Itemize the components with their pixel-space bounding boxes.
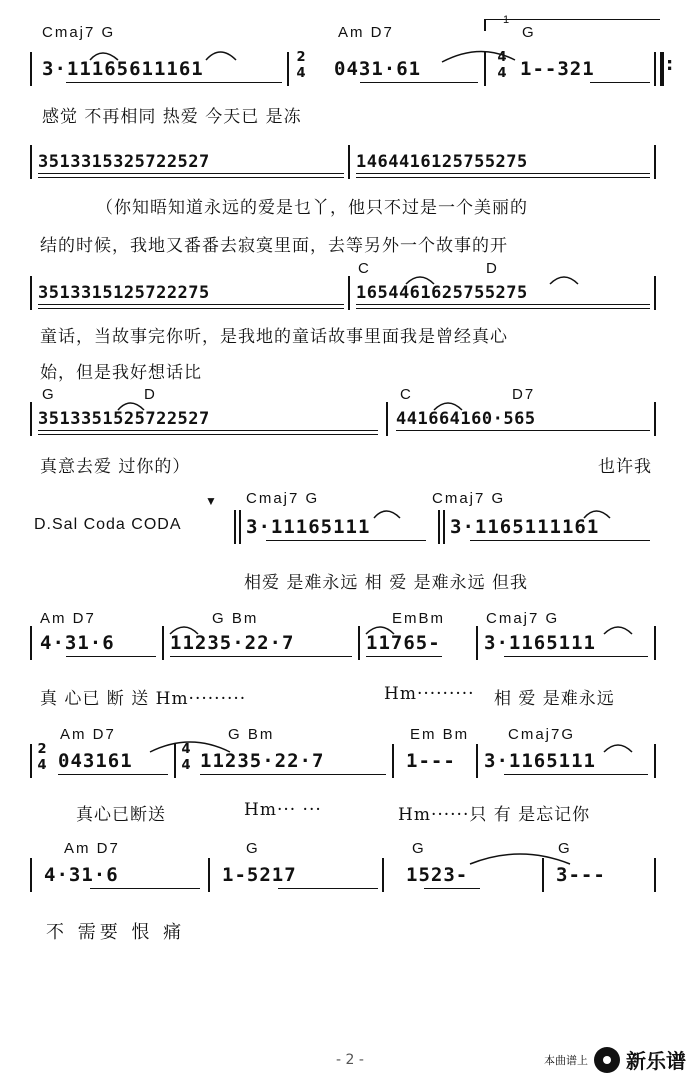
measure-notes: 043161 [58, 750, 133, 772]
barline [348, 276, 350, 310]
chord-label: G [246, 840, 260, 857]
chord-label: C [400, 386, 413, 403]
barline [654, 626, 656, 660]
barline [476, 626, 478, 660]
chord-label: D [144, 386, 157, 403]
chord-label: G [522, 24, 536, 41]
measure-notes: 0431·61 [334, 58, 422, 80]
beam [38, 173, 344, 174]
beam [38, 304, 344, 305]
notation-row [30, 276, 670, 310]
chord-label: G [558, 840, 572, 857]
chord-label: G [412, 840, 426, 857]
measure-notes: 11235·22·7 [200, 750, 325, 772]
beam [356, 173, 650, 174]
coda-sign: ▼ [205, 494, 219, 508]
barline [239, 510, 241, 544]
beam [356, 308, 650, 309]
barline [30, 744, 32, 778]
barline [443, 510, 445, 544]
chord-label: Am D7 [60, 726, 116, 743]
beam [366, 656, 442, 657]
barline [30, 276, 32, 310]
measure-notes: 1654461625755275 [356, 283, 528, 303]
chord-label: EmBm [392, 610, 445, 627]
barline [358, 626, 360, 660]
chord-label: Cmaj7 G [432, 490, 506, 507]
measure-notes: 3513315125722275 [38, 283, 210, 303]
chord-label: Em Bm [410, 726, 470, 743]
barline [654, 402, 656, 436]
lyric-line: 相爱 是难永远 相 爱 是难永远 但我 [244, 573, 529, 593]
barline [348, 145, 350, 179]
measure-notes: 11765- [366, 632, 441, 654]
beam [38, 177, 344, 178]
barline [287, 52, 289, 86]
barline [654, 858, 656, 892]
beam [590, 82, 650, 83]
notation-row [30, 858, 670, 892]
measure-notes: 11235·22·7 [170, 632, 295, 654]
measure-notes: 3513351525722527 [38, 409, 210, 429]
lyric-line: 不 需要 恨 痛 [46, 922, 186, 943]
lyric-line: 真 心已 断 送 Hm········· [40, 689, 247, 709]
lyric-line: 始，但是我好想话比 [40, 363, 202, 383]
barline [654, 744, 656, 778]
beam [266, 540, 426, 541]
beam [38, 308, 344, 309]
lyric-line: Hm········· [384, 684, 475, 704]
measure-notes: 1464416125755275 [356, 152, 528, 172]
page-number: - 2 - [336, 1052, 364, 1068]
barline [382, 858, 384, 892]
notation-row [30, 626, 670, 660]
notation-row [30, 402, 670, 436]
measure-notes: 1-5217 [222, 864, 297, 886]
measure-notes: 441664160·565 [396, 409, 536, 429]
measure-notes: 1523- [406, 864, 469, 886]
time-sig-bottom: 4 [497, 66, 507, 81]
time-sig-bottom: 4 [37, 758, 47, 773]
beam [170, 656, 352, 657]
measure-notes: 3·11165611161 [42, 58, 204, 80]
beam [504, 774, 648, 775]
lyric-line: 相 爱 是难永远 [494, 689, 615, 709]
beam [38, 434, 378, 435]
chord-label: Cmaj7 G [486, 610, 560, 627]
measure-notes: 3·1165111 [484, 632, 596, 654]
ds-al-coda-label: D.Sal Coda CODA [34, 516, 182, 533]
time-sig-top: 4 [497, 50, 507, 65]
time-sig-bottom: 4 [181, 758, 191, 773]
chord-label: Am D7 [338, 24, 394, 41]
brand-name: 新乐谱 [626, 1049, 686, 1073]
measure-notes: 1--321 [520, 58, 595, 80]
volta-bracket-edge [484, 19, 486, 31]
beam [356, 304, 650, 305]
barline [234, 510, 236, 544]
beam [278, 888, 378, 889]
time-sig-top: 2 [296, 50, 306, 65]
beam [504, 656, 648, 657]
barline [386, 402, 388, 436]
footer-note: 本曲谱上 [544, 1053, 588, 1067]
lyric-line: 童话，当故事完你听，是我地的童话故事里面我是曾经真心 [40, 327, 508, 347]
notation-row [30, 50, 674, 86]
barline [208, 858, 210, 892]
lyric-line: 真意去爱 过你的） [40, 457, 191, 477]
barline [484, 52, 486, 86]
chord-label: G Bm [212, 610, 259, 627]
measure-notes: 1--- [406, 750, 456, 772]
barline [30, 858, 32, 892]
repeat-barline-thick [660, 52, 664, 86]
lyric-line: 感觉 不再相同 热爱 今天已 是冻 [42, 107, 302, 127]
chord-label: D7 [512, 386, 536, 403]
barline [438, 510, 440, 544]
vinyl-record-icon [594, 1047, 620, 1073]
footer-brand [544, 1045, 686, 1074]
chord-label: Cmaj7 G [246, 490, 320, 507]
notation-row [30, 510, 670, 544]
notation-row [30, 744, 670, 778]
time-sig-top: 2 [37, 742, 47, 757]
beam [356, 177, 650, 178]
beam [360, 82, 478, 83]
measure-notes: 3·1165111161 [450, 516, 600, 538]
barline [392, 744, 394, 778]
time-sig-top: 4 [181, 742, 191, 757]
beam [90, 888, 200, 889]
barline [30, 402, 32, 436]
barline [542, 858, 544, 892]
volta-bracket [484, 19, 660, 20]
chord-label: D [486, 260, 499, 277]
measure-notes: 3·1165111 [484, 750, 596, 772]
barline [174, 744, 176, 778]
measure-notes: 3513315325722527 [38, 152, 210, 172]
time-sig-bottom: 4 [296, 66, 306, 81]
chord-label: Cmaj7 G [42, 24, 116, 41]
chord-label: G [42, 386, 56, 403]
chord-label: C [358, 260, 371, 277]
beam [200, 774, 386, 775]
measure-notes: 3·11165111 [246, 516, 371, 538]
repeat-dots: : [666, 54, 674, 75]
beam [66, 82, 282, 83]
beam [58, 774, 168, 775]
chord-label: G Bm [228, 726, 275, 743]
lyric-line: （你知晤知道永远的爱是乜丫，他只不过是一个美丽的 [96, 198, 528, 218]
beam [66, 656, 156, 657]
barline [654, 276, 656, 310]
lyric-line: 真心已断送 [76, 805, 166, 825]
repeat-barline [654, 52, 656, 86]
volta-number: 1 [503, 14, 512, 26]
measure-notes: 4·31·6 [44, 864, 119, 886]
beam [470, 540, 650, 541]
beam [424, 888, 480, 889]
barline [30, 626, 32, 660]
notation-row [30, 145, 670, 179]
barline [30, 145, 32, 179]
beam [396, 430, 650, 431]
chord-label: Am D7 [40, 610, 96, 627]
barline [162, 626, 164, 660]
lyric-line: 结的时候，我地又番番去寂寞里面，去等另外一个故事的开 [40, 236, 508, 256]
lyric-line: 也许我 [598, 457, 652, 477]
chord-label: Am D7 [64, 840, 120, 857]
chord-label: Cmaj7G [508, 726, 576, 743]
lyric-line: Hm··· ··· [244, 800, 322, 820]
beam [38, 430, 378, 431]
measure-notes: 3--- [556, 864, 606, 886]
lyric-line: Hm······只 有 是忘记你 [398, 805, 591, 825]
measure-notes: 4·31·6 [40, 632, 115, 654]
barline [654, 145, 656, 179]
barline [30, 52, 32, 86]
barline [476, 744, 478, 778]
